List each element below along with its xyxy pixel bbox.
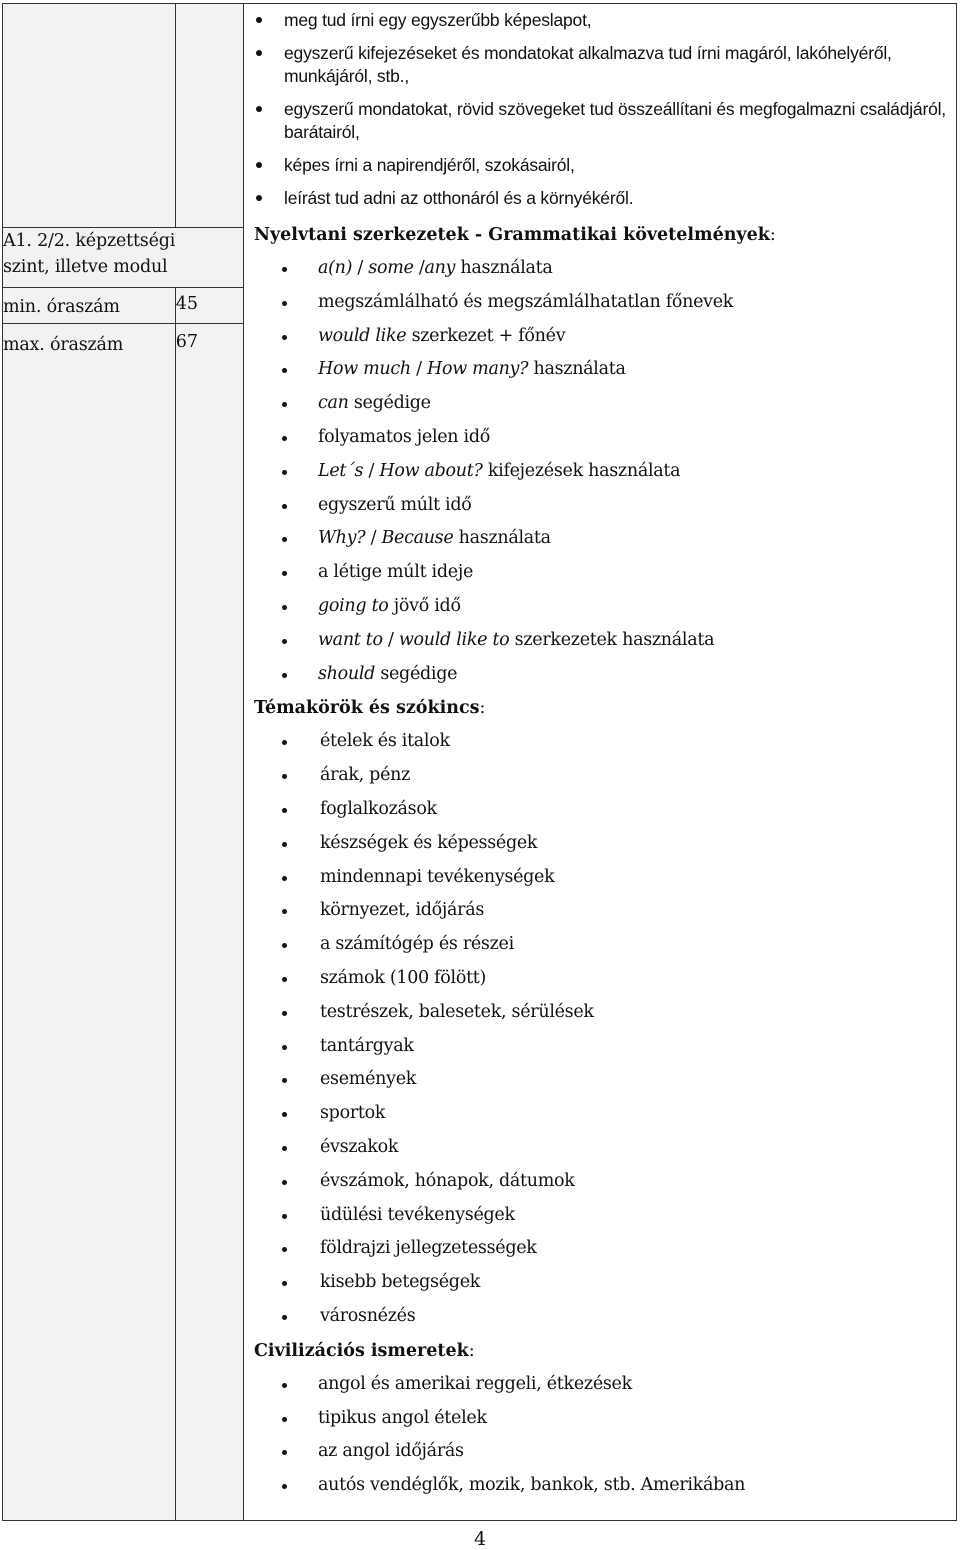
grammar-title: Nyelvtani szerkezetek - Grammatikai követelmények xyxy=(254,225,770,245)
list-item: autós vendéglők, mozik, bankok, stb. Amerikában xyxy=(244,1469,956,1503)
list-item xyxy=(244,286,956,320)
italic-term: can xyxy=(318,393,349,414)
italic-term: going to xyxy=(318,595,389,616)
list-item: ételek és italok xyxy=(244,725,956,759)
list-item xyxy=(244,252,956,286)
italic-term: Let´s xyxy=(318,460,364,481)
module-label-line1: A1. 2/2. képzettségi xyxy=(3,231,176,251)
list-item: mindennapi tevékenységek xyxy=(244,861,956,895)
list-item: az angol időjárás xyxy=(244,1435,956,1469)
list-item: angol és amerikai reggeli, étkezések xyxy=(244,1368,956,1402)
italic-term: How many? xyxy=(427,359,529,380)
module-label xyxy=(3,228,244,288)
item-text: szerkezet + főnév xyxy=(406,325,566,346)
empty-cell xyxy=(3,4,176,228)
item-text: használata xyxy=(455,258,553,278)
list-item: a számítógép és részei xyxy=(244,928,956,962)
list-item xyxy=(244,455,956,489)
list-item xyxy=(244,387,956,421)
list-item xyxy=(244,489,956,523)
list-item: kisebb betegségek xyxy=(244,1266,956,1300)
list-item: tantárgyak xyxy=(244,1030,956,1064)
item-text: kifejezések használata xyxy=(482,460,681,481)
list-item xyxy=(244,658,956,692)
italic-term: should xyxy=(318,663,376,684)
separator: / xyxy=(363,460,380,481)
list-item: egyszerű mondatokat, rövid szövegeket tud összeállítani és megfogalmazni családjáról, barátairól, xyxy=(244,98,956,144)
italic-term: How much xyxy=(318,359,411,380)
list-item: földrajzi jellegzetességek xyxy=(244,1232,956,1266)
italic-term: any xyxy=(424,258,456,278)
separator: / xyxy=(382,629,399,650)
separator: / xyxy=(352,258,369,278)
list-item: évszámok, hónapok, dátumok xyxy=(244,1165,956,1199)
list-item xyxy=(244,522,956,556)
item-text: használata xyxy=(528,359,626,380)
civilization-heading xyxy=(244,1334,956,1368)
list-item xyxy=(244,556,956,590)
min-hours-label: min. óraszám xyxy=(3,288,176,324)
topics-title: Témakörök és szókincs xyxy=(254,698,480,719)
list-item: készségek és képességek xyxy=(244,827,956,861)
italic-term: some xyxy=(368,258,414,278)
item-text: jövő idő xyxy=(388,595,461,616)
list-item xyxy=(244,320,956,354)
list-item: sportok xyxy=(244,1097,956,1131)
civilization-title: Civilizációs ismeretek xyxy=(254,1340,469,1361)
separator: / xyxy=(365,528,382,549)
list-item: meg tud írni egy egyszerűbb képeslapot, xyxy=(244,9,956,32)
topics-list xyxy=(244,725,956,1333)
italic-term: a(n) xyxy=(318,258,353,278)
separator: / xyxy=(413,258,425,278)
separator: / xyxy=(410,359,428,380)
item-text: egyszerű múlt idő xyxy=(318,494,472,515)
max-hours-value: 67 xyxy=(175,324,243,1521)
curriculum-table xyxy=(2,3,957,1521)
grammar-heading xyxy=(244,218,956,252)
list-item: számok (100 fölött) xyxy=(244,962,956,996)
list-item: környezet, időjárás xyxy=(244,894,956,928)
list-item xyxy=(244,353,956,387)
list-item xyxy=(244,590,956,624)
list-item: árak, pénz xyxy=(244,759,956,793)
list-item: tipikus angol ételek xyxy=(244,1402,956,1436)
list-item xyxy=(244,624,956,658)
list-item: események xyxy=(244,1063,956,1097)
item-text: folyamatos jelen idő xyxy=(318,426,490,447)
item-text: a létige múlt ideje xyxy=(318,562,473,583)
list-item: képes írni a napirendjéről, szokásairól, xyxy=(244,154,956,177)
italic-term: Because xyxy=(381,528,454,549)
list-item: testrészek, balesetek, sérülések xyxy=(244,996,956,1030)
italic-term: How about? xyxy=(379,460,483,481)
list-item: városnézés xyxy=(244,1300,956,1334)
list-item: foglalkozások xyxy=(244,793,956,827)
list-item: egyszerű kifejezéseket és mondatokat alkalmazva tud írni magáról, lakóhelyéről, munkájáról, stb., xyxy=(244,42,956,88)
item-text: használata xyxy=(453,528,551,549)
topics-heading xyxy=(244,691,956,725)
list-item: üdülési tevékenységek xyxy=(244,1199,956,1233)
list-item xyxy=(244,421,956,455)
italic-term: would like to xyxy=(398,629,510,650)
list-item: leírást tud adni az otthonáról és a környékéről. xyxy=(244,187,956,210)
max-hours-label: max. óraszám xyxy=(3,324,176,1521)
italic-term: want to xyxy=(318,629,383,650)
module-label-line2: szint, illetve modul xyxy=(3,257,168,277)
page-number: 4 xyxy=(473,1528,487,1550)
writing-skills-list xyxy=(244,9,956,210)
item-text: segédige xyxy=(375,663,458,684)
grammar-colon: : xyxy=(769,225,776,245)
italic-term: would like xyxy=(318,325,407,346)
italic-term: Why? xyxy=(318,528,366,549)
item-text: megszámlálható és megszámlálhatatlan főnevek xyxy=(318,291,734,312)
grammar-list xyxy=(244,252,956,691)
item-text: szerkezetek használata xyxy=(509,629,715,650)
empty-cell xyxy=(175,4,243,228)
list-item: évszakok xyxy=(244,1131,956,1165)
item-text: segédige xyxy=(348,393,431,414)
civilization-colon: : xyxy=(468,1340,475,1361)
topics-colon: : xyxy=(479,698,486,719)
content-cell xyxy=(244,4,957,1521)
civilization-list xyxy=(244,1368,956,1503)
min-hours-value: 45 xyxy=(175,288,243,324)
